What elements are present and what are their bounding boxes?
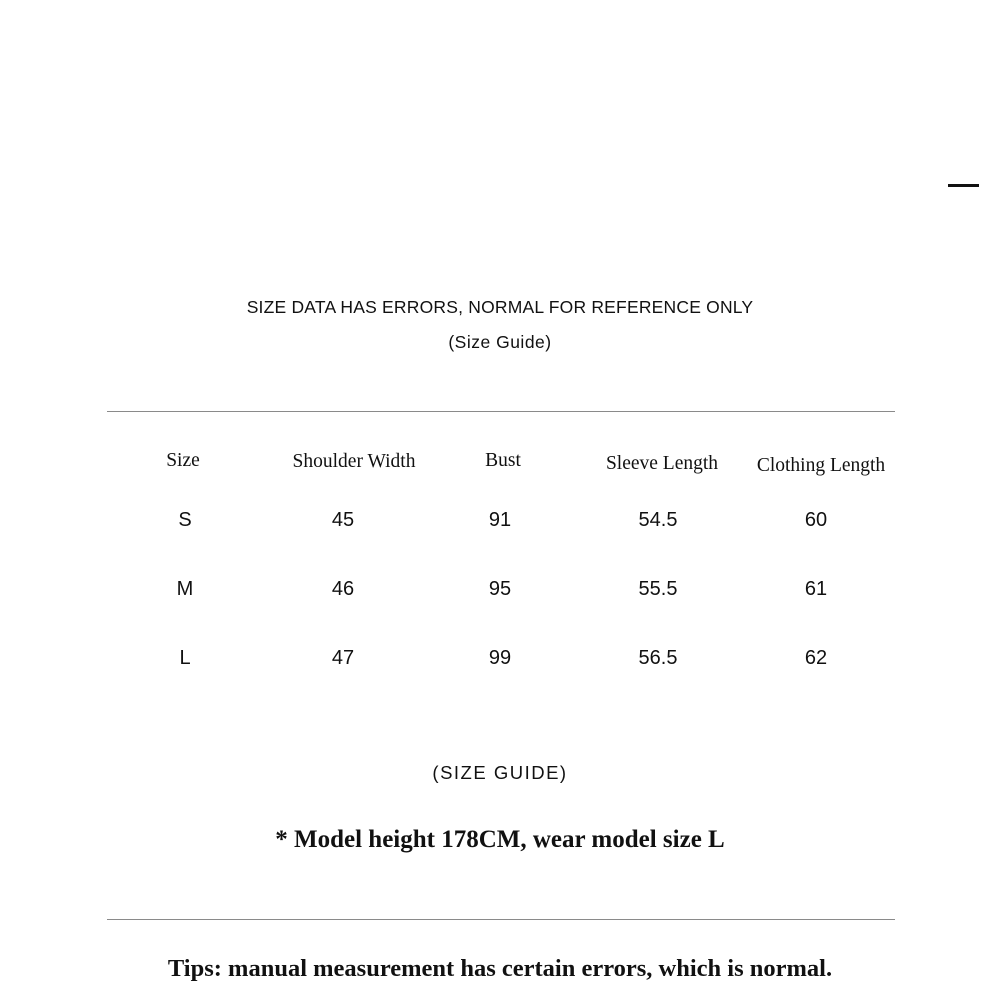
size-data-notice: SIZE DATA HAS ERRORS, NORMAL FOR REFERENCE ONLY [246,297,754,317]
table-cell-sleeve-length: 56.5 [638,647,678,669]
table-cell-bust: 99 [488,647,512,669]
header-bust: Bust [485,450,521,471]
model-note: * Model height 178CM, wear model size L [275,826,725,853]
table-cell-size: S [178,509,192,531]
bottom-divider [107,919,895,920]
table-cell-sleeve-length: 54.5 [638,509,678,531]
table-cell-size: M [176,578,194,600]
table-cell-shoulder-width: 46 [331,578,355,600]
table-cell-shoulder-width: 45 [331,509,355,531]
dash-mark [948,184,979,187]
size-guide-subtitle: (Size Guide) [448,332,552,352]
header-shoulder-width: Shoulder Width [292,451,416,472]
header-clothing-length: Clothing Length [756,455,886,476]
table-cell-size: L [179,647,191,669]
header-size: Size [166,450,200,471]
table-cell-bust: 95 [488,578,512,600]
header-sleeve-length: Sleeve Length [605,453,719,474]
size-guide-label: (SIZE GUIDE) [432,762,568,783]
table-cell-clothing-length: 60 [804,509,828,531]
table-cell-bust: 91 [488,509,512,531]
table-cell-sleeve-length: 55.5 [638,578,678,600]
table-cell-shoulder-width: 47 [331,647,355,669]
top-divider [107,411,895,412]
tips-note: Tips: manual measurement has certain errors, which is normal. [167,955,833,982]
table-cell-clothing-length: 62 [804,647,828,669]
table-cell-clothing-length: 61 [804,578,828,600]
